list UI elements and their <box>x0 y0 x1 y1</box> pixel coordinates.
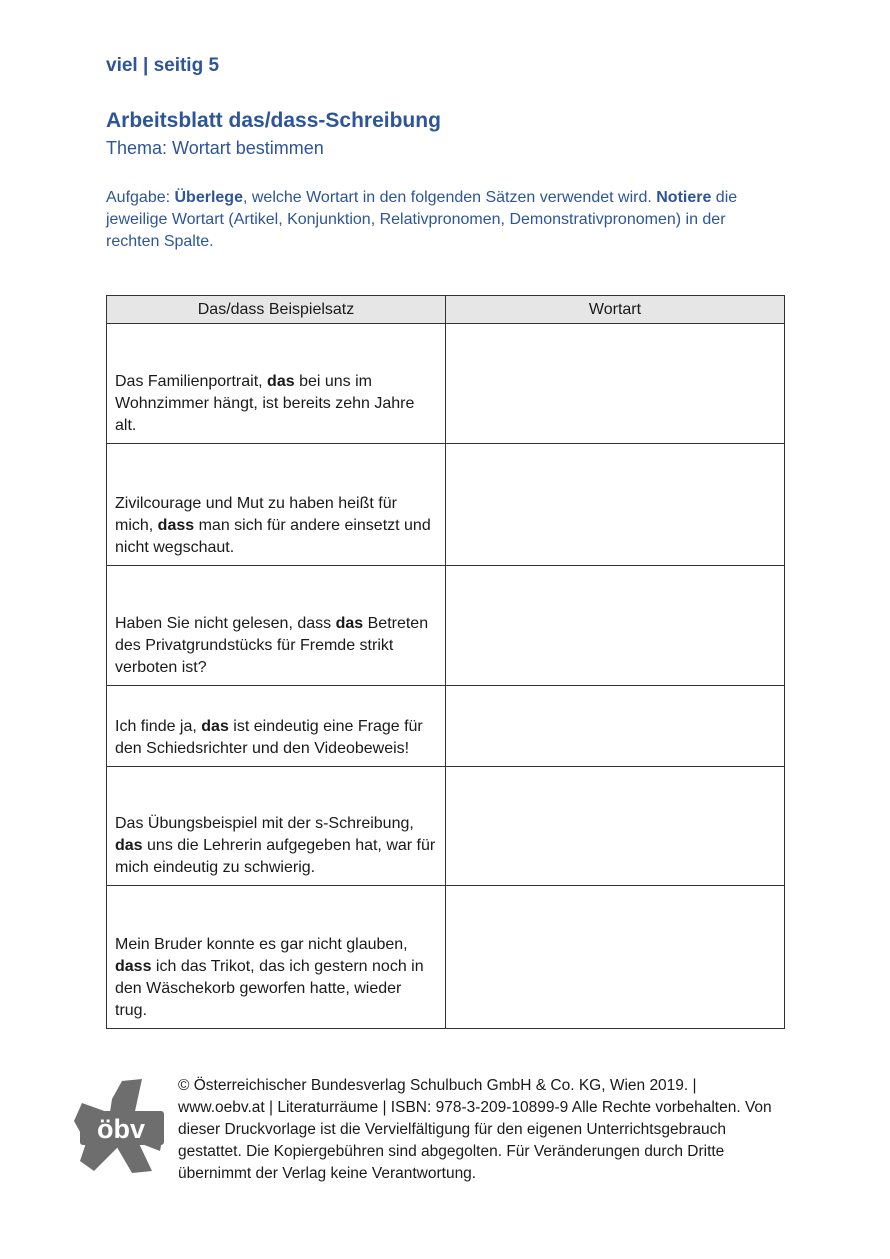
table-header-row <box>107 296 785 324</box>
sentence-text: bei uns im Wohnzimmer hängt, ist bereits zehn Jahre alt. <box>115 373 415 434</box>
page-kicker: viel | seitig 5 <box>106 55 220 76</box>
copyright-footer: © Österreichischer Bundesverlag Schulbuch GmbH & Co. KG, Wien 2019. | www.oebv.at | Literaturräume | ISBN: 978-3-209-10899-9 Alle Rechte vorbehalten. Von dieser Druckvorlage ist die Vervielfältigung für den eigenen Unterrichtsgebrauch gestattet. Die Kopiergebühren sind abgegolten. Für Veränderungen durch Dritte übernimmt der Verlag keine Verantwortung. <box>178 1077 772 1182</box>
example-sentence <box>107 566 446 686</box>
sentence-text: Das Familienportrait, <box>115 373 268 390</box>
table-row <box>107 444 785 566</box>
wortart-answer-cell[interactable] <box>446 444 785 566</box>
worksheet-subtitle: Thema: Wortart bestimmen <box>106 138 324 158</box>
highlighted-word: dass <box>115 958 152 975</box>
highlighted-word: das <box>335 615 364 632</box>
wortart-answer-cell[interactable] <box>446 686 785 767</box>
table-row <box>107 686 785 767</box>
column-header-wortart: Wortart <box>446 296 785 324</box>
exercise-table <box>106 295 785 1029</box>
sentence-text: Haben Sie nicht gelesen, dass <box>115 615 336 632</box>
sentence-text: Zivilcourage und Mut zu haben heißt für mich, <box>115 495 397 534</box>
column-header-sentence: Das/dass Beispielsatz <box>107 296 446 324</box>
sentence-text: man sich für andere einsetzt und nicht wegschaut. <box>115 517 431 556</box>
table-row <box>107 767 785 886</box>
sentence-text: Ich finde ja, <box>115 718 202 735</box>
task-instructions <box>106 187 776 253</box>
wortart-answer-cell[interactable] <box>446 566 785 686</box>
highlighted-word: das <box>115 837 143 854</box>
task-mid: , welche Wortart in den folgenden Sätzen verwendet wird. <box>242 189 657 206</box>
logo-text: öbv <box>96 1114 146 1144</box>
sentence-text: Das Übungsbeispiel mit der s-Schreibung, <box>115 815 414 832</box>
worksheet-title: Arbeitsblatt das/dass-Schreibung <box>106 109 441 132</box>
task-prefix: Aufgabe: <box>106 189 175 206</box>
oebv-logo <box>74 1077 166 1173</box>
task-bold-uberlege: Überlege <box>174 189 243 206</box>
task-suffix: die jeweilige Wortart (Artikel, Konjunktion, Relativpronomen, Demonstrativpronomen) in der rechten Spalte. <box>106 189 738 250</box>
wortart-answer-cell[interactable] <box>446 324 785 444</box>
sentence-text: Betreten des Privatgrundstücks für Fremde strikt verboten ist? <box>115 615 429 676</box>
task-bold-notiere: Notiere <box>656 189 712 206</box>
highlighted-word: das <box>267 373 295 390</box>
example-sentence <box>107 767 446 886</box>
wortart-answer-cell[interactable] <box>446 886 785 1029</box>
sentence-text: uns die Lehrerin aufgegeben hat, war für mich eindeutig zu schwierig. <box>115 837 436 876</box>
sentence-text: ist eindeutig eine Frage für den Schiedsrichter und den Videobeweis! <box>115 718 423 757</box>
example-sentence <box>107 444 446 566</box>
sentence-text: Mein Bruder konnte es gar nicht glauben, <box>115 936 408 953</box>
example-sentence <box>107 686 446 767</box>
table-row <box>107 886 785 1029</box>
table-row <box>107 324 785 444</box>
highlighted-word: dass <box>157 517 195 534</box>
sentence-text: ich das Trikot, das ich gestern noch in den Wäschekorb geworfen hatte, wieder trug. <box>115 958 424 1019</box>
example-sentence <box>107 886 446 1029</box>
table-row <box>107 566 785 686</box>
wortart-answer-cell[interactable] <box>446 767 785 886</box>
example-sentence <box>107 324 446 444</box>
highlighted-word: das <box>201 718 229 735</box>
